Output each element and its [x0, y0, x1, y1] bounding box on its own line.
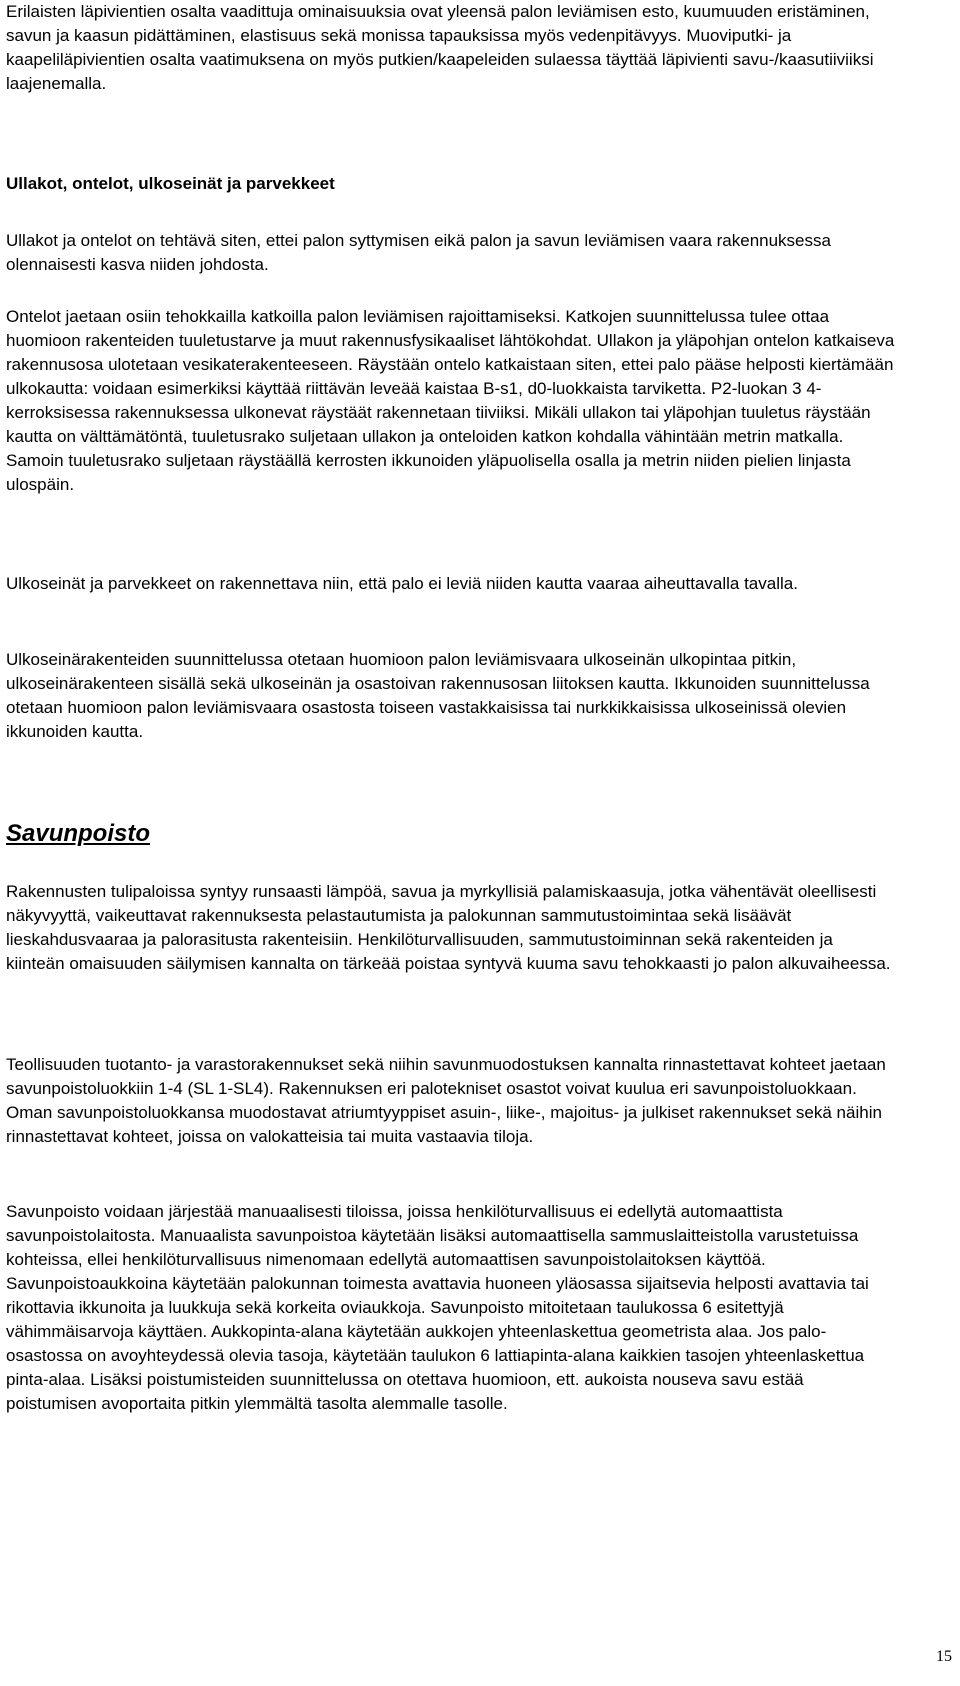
paragraph-ulkoseinat: Ulkoseinät ja parvekkeet on rakennettava niin, että palo ei leviä niiden kautta vaaraa aiheuttavalla tavalla. [6, 574, 798, 593]
page-number: 15 [936, 1648, 952, 1665]
section-heading-savunpoisto: Savunpoisto [6, 820, 151, 847]
paragraph-savunpoisto-2: Teollisuuden tuotanto- ja varastorakennukset sekä niihin savunmuodostuksen kannalta rinnastettavat kohteet jaetaan savunpoistoluokkiin 1-4 (SL 1-SL4). Rakennuksen eri palotekniset osastot voivat kuulua eri savunpoistoluokkaan. Oman savunpoistoluokkansa muodostavat atriumtyyppiset asuin-, liike-, majoitus- ja julkiset rakennukset sekä näihin rinnastettavat kohteet, joissa on valokatteisia tai muita vastaavia tiloja. [6, 1055, 886, 1146]
paragraph-savunpoisto-3: Savunpoisto voidaan järjestää manuaalisesti tiloissa, joissa henkilöturvallisuus ei edellytä automaattista savunpoistolaitosta. Manuaalista savunpoistoa käytetään lisäksi automaattisella sammuslaitteistolla varustetuissa kohteissa, ellei henkilöturvallisuus nimenomaan edellytä automaattisen savunpoistolaitoksen käyttöä. Savunpoistoaukkoina käytetään palokunnan toimesta avattavia huoneen yläosassa sijaitsevia helposti avattavia tai rikottavia ikkunoita ja luukkuja sekä korkeita oviaukkoja. Savunpoisto mitoitetaan taulukossa 6 esitettyjä vähimmäisarvoja käyttäen. Aukkopinta-alana käytetään aukkojen yhteenlaskettua geometrista alaa. Jos palo-osastossa on avoyhteydessä olevia tasoja, käytetään taulukon 6 lattiapinta-alana kaikkien tasojen yhteenlaskettua pinta-alaa. Lisäksi poistumisteiden suunnittelussa on otettava huomioon, ett. aukoista nouseva savu estää poistumisen avoportaita pitkin ylemmältä tasolta alemmalle tasolle. [6, 1202, 869, 1413]
intro-paragraph: Erilaisten läpivientien osalta vaadittuja ominaisuuksia ovat yleensä palon leviämisen esto, kuumuuden eristäminen, savun ja kaasun pidättäminen, elastisuus sekä monissa tapauksissa myös vedenpitävyys. Muoviputki- ja kaapeliläpivientien osalta vaatimuksena on myös putkien/kaapeleiden sulaessa täyttää läpivienti savu-/kaasutiiviiksi laajenemalla. [6, 2, 874, 93]
paragraph-ontelot: Ontelot jaetaan osiin tehokkailla katkoilla palon leviämisen rajoittamiseksi. Katkojen suunnittelussa tulee ottaa huomioon rakenteiden tuuletustarve ja muut rakennusfysikaaliset lähtökohdat. Ullakon ja yläpohjan ontelon katkaiseva rakennusosa ulotetaan vesikaterakenteeseen. Räystään ontelo katkaistaan siten, ettei palo pääse helposti kiertämään ulkokautta: voidaan esimerkiksi käyttää riittävän leveää kaistaa B-s1, d0-luokkaista tarviketta. P2-luokan 3 4-kerroksisessa rakennuksessa ulkonevat räystäät rakennetaan tiiviiksi. Mikäli ullakon tai yläpohjan tuuletus räystään kautta on välttämätöntä, tuuletusrako suljetaan ullakon ja onteloiden katkon kohdalla vähintään metrin matkalla. Samoin tuuletusrako suljetaan räystäällä kerrosten ikkunoiden yläpuolisella osalla ja metrin niiden pielien linjasta ulospäin. [6, 307, 895, 494]
paragraph-savunpoisto-1: Rakennusten tulipaloissa syntyy runsaasti lämpöä, savua ja myrkyllisiä palamiskaasuja, jotka vähentävät oleellisesti näkyvyyttä, vaikeuttavat rakennuksesta pelastautumista ja palokunnan sammutustoimintaa sekä lisäävät lieskahdusvaaraa ja palorasitusta rakenteisiin. Henkilöturvallisuuden, sammutustoiminnan sekä rakenteiden ja kiinteän omaisuuden säilymisen kannalta on tärkeää poistaa syntyvä kuuma savu tehokkaasti jo palon alkuvaiheessa. [6, 882, 891, 973]
paragraph-ulkoseinarakenteet: Ulkoseinärakenteiden suunnittelussa otetaan huomioon palon leviämisvaara ulkoseinän ulkopintaa pitkin, ulkoseinärakenteen sisällä sekä ulkoseinän ja osastoivan rakennusosan liitoksen kautta. Ikkunoiden suunnittelussa otetaan huomioon palon leviämisvaara osastosta toiseen vastakkaisissa tai nurkkikkaisissa ulkoseinissä olevien ikkunoiden kautta. [6, 650, 870, 741]
paragraph-ullakot-1: Ullakot ja ontelot on tehtävä siten, ettei palon syttymisen eikä palon ja savun leviämisen vaara rakennuksessa olennaisesti kasva niiden johdosta. [6, 231, 831, 274]
section-heading-ullakot: Ullakot, ontelot, ulkoseinät ja parvekkeet [6, 174, 335, 193]
